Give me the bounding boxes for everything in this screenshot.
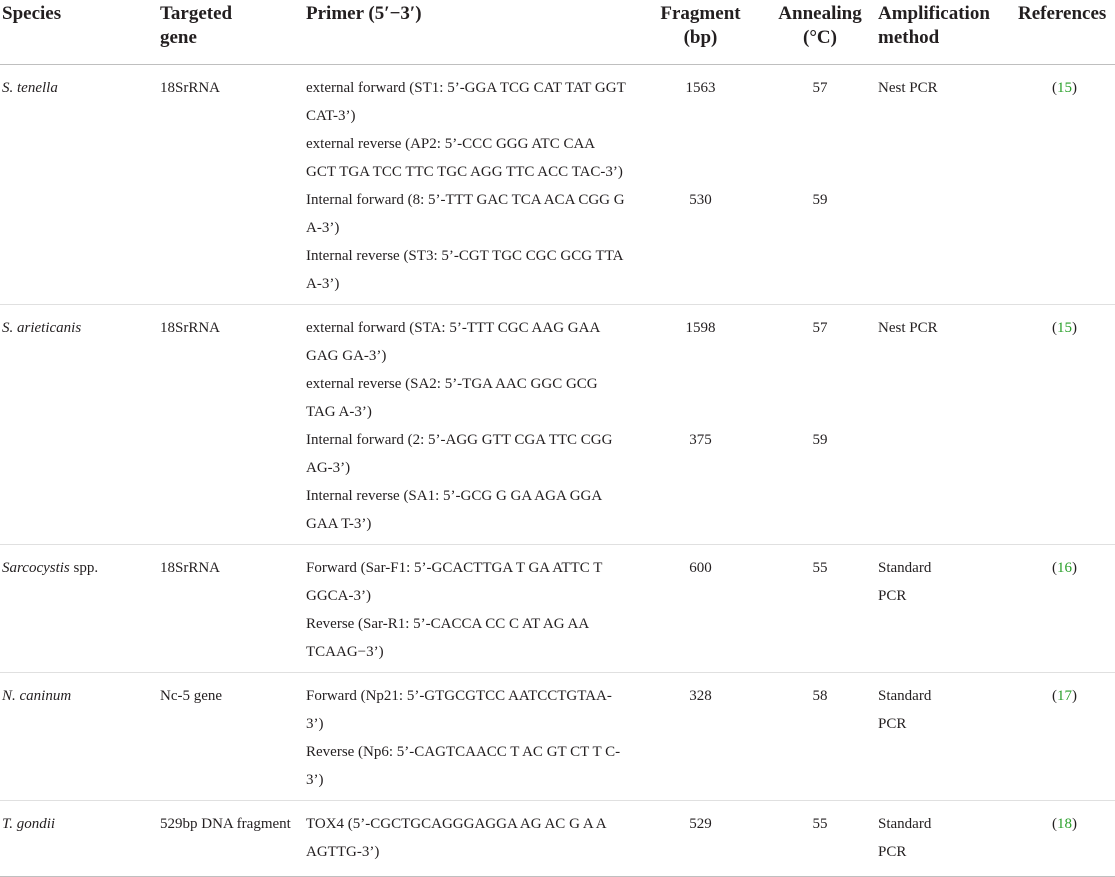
gene-cell: 18SrRNA xyxy=(160,80,221,96)
table-row xyxy=(0,482,1115,545)
annealing-cell: 59 xyxy=(812,432,828,448)
reference-link[interactable]: 15 xyxy=(1057,320,1072,336)
header-fragment: Fragment (bp) xyxy=(637,0,766,65)
header-amplification-method: Amplification method xyxy=(876,0,1016,65)
annealing-cell: 57 xyxy=(812,80,828,96)
primer-cell: Internal reverse (ST3: 5’-CGT TGC CGC GCG TTA A-3’) xyxy=(304,242,637,305)
reference-link[interactable]: 18 xyxy=(1057,816,1072,832)
reference-cell: (15) xyxy=(1052,80,1077,96)
primer-cell: Forward (Sar-F1: 5’-GCACTTGA T GA ATTC T GGCA-3’) xyxy=(306,560,603,604)
primer-cell: external reverse (SA2: 5’-TGA AAC GGC GCG TAG A-3’) xyxy=(306,376,598,420)
species-cell: S. arieticanis xyxy=(2,320,82,336)
method-cell: Standard PCR xyxy=(876,801,1016,877)
reference-cell: (18) xyxy=(1016,801,1115,877)
primer-cell: Internal reverse (SA1: 5’-GCG G GA AGA GGA GAA T-3’) xyxy=(304,482,637,545)
annealing-cell: 58 xyxy=(812,688,828,704)
table-row xyxy=(0,738,1115,801)
primer-cell: external forward (ST1: 5’-GGA TCG CAT TAT GGT CAT-3’) xyxy=(306,80,626,124)
method-cell: Standard PCR xyxy=(878,688,932,732)
fragment-cell: 529 xyxy=(637,801,766,877)
fragment-cell: 1563 xyxy=(685,80,716,96)
header-annealing: Annealing (°C) xyxy=(766,0,876,65)
gene-cell: 18SrRNA xyxy=(160,320,221,336)
primer-cell: Internal forward (8: 5’-TTT GAC TCA ACA CGG G A-3’) xyxy=(306,192,625,236)
species-cell: N. caninum xyxy=(2,688,72,704)
reference-cell: (17) xyxy=(1052,688,1077,704)
fragment-cell: 328 xyxy=(689,688,712,704)
annealing-cell: 55 xyxy=(766,801,876,877)
primer-cell: external reverse (AP2: 5’-CCC GGG ATC CAA GCT TGA TCC TTC TGC AGG TTC ACC TAC-3’) xyxy=(306,136,623,180)
primer-cell: external forward (STA: 5’-TTT CGC AAG GAA GAG GA-3’) xyxy=(306,320,600,364)
reference-cell: (16) xyxy=(1052,560,1077,576)
header-primer: Primer (5′−3′) xyxy=(304,0,637,65)
fragment-cell: 1598 xyxy=(685,320,716,336)
species-cell: S. tenella xyxy=(2,80,58,96)
species-cell: T. gondii xyxy=(0,801,158,877)
table-row xyxy=(0,186,1115,242)
gene-cell: Nc-5 gene xyxy=(160,688,223,704)
reference-cell: (15) xyxy=(1052,320,1077,336)
table-row xyxy=(0,426,1115,482)
annealing-cell: 57 xyxy=(812,320,828,336)
fragment-cell: 375 xyxy=(689,432,712,448)
table-row xyxy=(0,305,1115,371)
table-row xyxy=(0,370,1115,426)
method-cell: Standard PCR xyxy=(878,560,932,604)
species-cell: Sarcocystis spp. xyxy=(2,560,99,576)
primer-cell: Reverse (Np6: 5’-CAGTCAACC T AC GT CT T C-3’) xyxy=(304,738,637,801)
table-row xyxy=(0,610,1115,673)
fragment-cell: 530 xyxy=(689,192,712,208)
header-targeted-gene: Targeted gene xyxy=(158,0,304,65)
primer-cell: TOX4 (5’-CGCTGCAGGGAGGA AG AC G A A AGTTG-3’) xyxy=(304,801,637,877)
primer-cell: Internal forward (2: 5’-AGG GTT CGA TTC CGG AG-3’) xyxy=(306,432,613,476)
table-row xyxy=(0,130,1115,186)
table-row xyxy=(0,242,1115,305)
header-species: Species xyxy=(0,0,158,65)
primer-cell: Reverse (Sar-R1: 5’-CACCA CC C AT AG AA TCAAG−3’) xyxy=(304,610,637,673)
fragment-cell: 600 xyxy=(689,560,712,576)
method-cell: Nest PCR xyxy=(878,320,938,336)
reference-link[interactable]: 15 xyxy=(1057,80,1072,96)
gene-cell: 529bp DNA fragment xyxy=(158,801,304,877)
table-row xyxy=(0,545,1115,611)
reference-link[interactable]: 17 xyxy=(1057,688,1072,704)
primer-cell: Forward (Np21: 5’-GTGCGTCC AATCCTGTAA-3’) xyxy=(306,688,612,732)
table-row xyxy=(0,673,1115,739)
header-references: References xyxy=(1016,0,1115,65)
gene-cell: 18SrRNA xyxy=(160,560,221,576)
annealing-cell: 55 xyxy=(812,560,828,576)
table-row xyxy=(0,65,1115,131)
header-row xyxy=(0,0,1115,65)
annealing-cell: 59 xyxy=(812,192,828,208)
table-row xyxy=(0,801,1115,877)
reference-link[interactable]: 16 xyxy=(1057,560,1072,576)
method-cell: Nest PCR xyxy=(878,80,938,96)
